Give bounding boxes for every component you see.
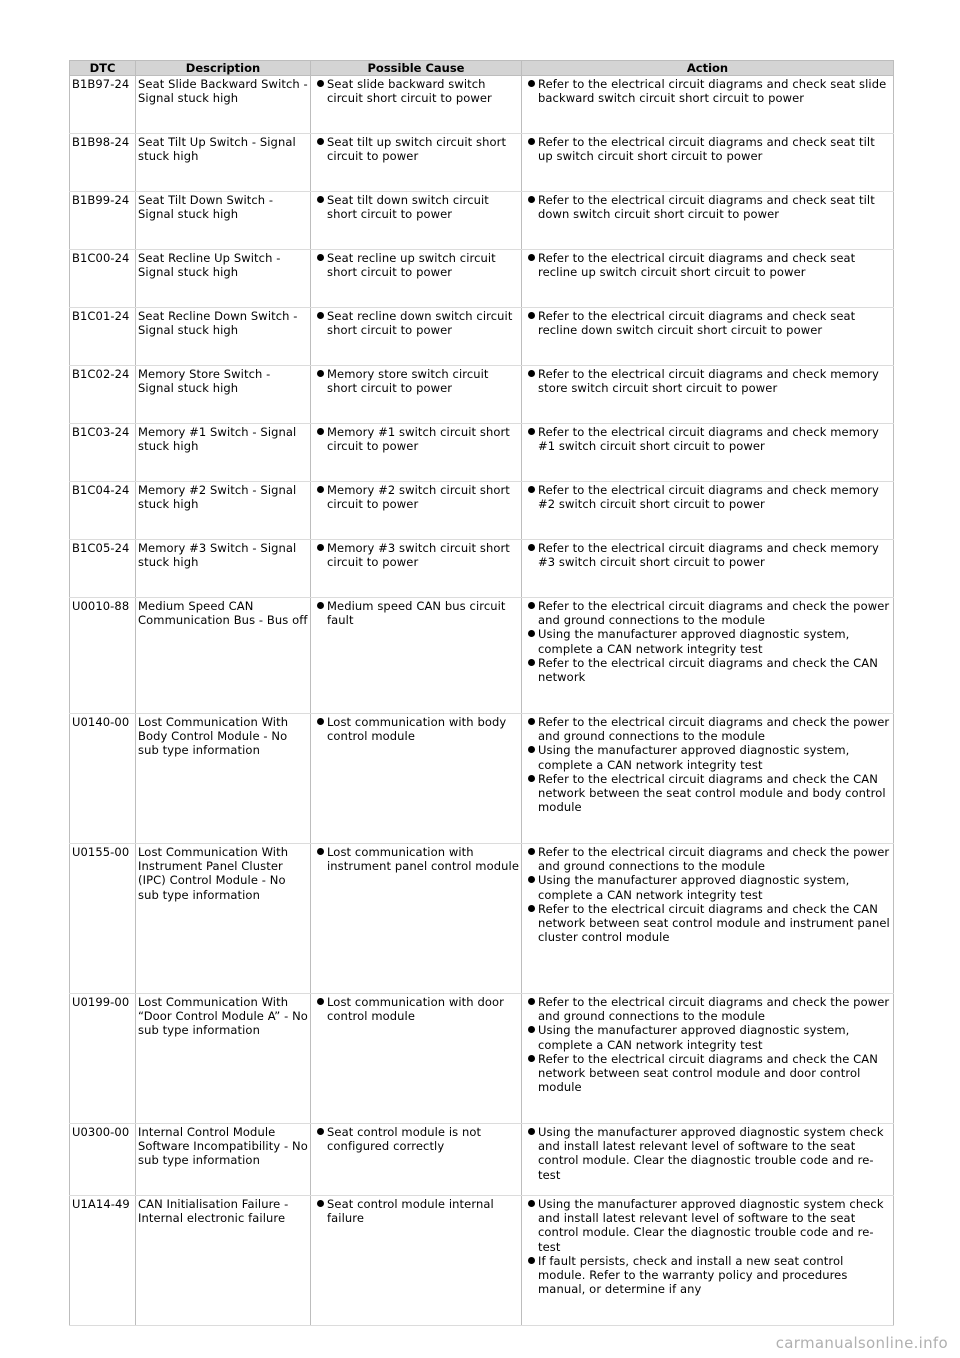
dtc-code: B1C03-24	[70, 424, 136, 482]
action-list	[524, 715, 891, 814]
dtc-description: Seat Tilt Up Switch - Signal stuck high	[136, 134, 311, 192]
table-row	[70, 540, 894, 598]
dtc-code: U0140-00	[70, 714, 136, 844]
possible-cause-item: Memory store switch circuit short circuit to power	[327, 367, 519, 395]
possible-cause-cell	[311, 482, 522, 540]
action-cell	[522, 308, 894, 366]
table-row	[70, 1196, 894, 1326]
possible-cause-list	[313, 1197, 519, 1225]
table-row	[70, 844, 894, 994]
header-possible-cause: Possible Cause	[311, 61, 522, 76]
dtc-code: B1C00-24	[70, 250, 136, 308]
action-cell	[522, 250, 894, 308]
table-row	[70, 714, 894, 844]
dtc-description: Seat Recline Up Switch - Signal stuck high	[136, 250, 311, 308]
possible-cause-list	[313, 599, 519, 627]
possible-cause-item: Seat control module is not configured correctly	[327, 1125, 519, 1153]
table-row	[70, 482, 894, 540]
action-cell	[522, 844, 894, 994]
action-list	[524, 845, 891, 944]
action-cell	[522, 134, 894, 192]
action-cell	[522, 714, 894, 844]
possible-cause-cell	[311, 250, 522, 308]
action-item: Refer to the electrical circuit diagrams and check the power and ground connections to the module	[538, 995, 890, 1024]
possible-cause-item: Medium speed CAN bus circuit fault	[327, 599, 519, 627]
action-item: Using the manufacturer approved diagnostic system check and install latest relevant level of software to the seat control module. Clear the diagnostic trouble code and re-test	[538, 1125, 891, 1182]
possible-cause-cell	[311, 598, 522, 714]
possible-cause-item: Memory #3 switch circuit short circuit to power	[327, 541, 519, 569]
possible-cause-cell	[311, 1124, 522, 1196]
possible-cause-list	[313, 995, 519, 1023]
action-list	[524, 425, 891, 453]
table-row	[70, 994, 894, 1124]
dtc-code: U1A14-49	[70, 1196, 136, 1326]
dtc-code: B1C04-24	[70, 482, 136, 540]
possible-cause-list	[313, 193, 519, 221]
table-row	[70, 250, 894, 308]
action-item: Refer to the electrical circuit diagrams and check memory #3 switch circuit short circuit to power	[538, 541, 891, 569]
table-row	[70, 598, 894, 714]
action-item: Using the manufacturer approved diagnostic system, complete a CAN network integrity test	[538, 743, 891, 771]
possible-cause-list	[313, 251, 519, 279]
possible-cause-list	[313, 845, 519, 873]
possible-cause-item: Seat recline down switch circuit short circuit to power	[327, 309, 519, 337]
dtc-description: Lost Communication With Body Control Module - No sub type information	[136, 714, 311, 844]
dtc-description: Memory #3 Switch - Signal stuck high	[136, 540, 311, 598]
table-header-row	[70, 61, 894, 76]
possible-cause-cell	[311, 192, 522, 250]
action-item: Refer to the electrical circuit diagrams and check memory #1 switch circuit short circuit to power	[538, 425, 891, 453]
action-item: Refer to the electrical circuit diagrams and check the CAN network between seat control module and instrument panel cluster control module	[538, 901, 890, 945]
action-item: Refer to the electrical circuit diagrams and check memory #2 switch circuit short circuit to power	[538, 483, 891, 511]
possible-cause-cell	[311, 1196, 522, 1326]
action-item: Refer to the electrical circuit diagrams and check memory store switch circuit short circuit to power	[538, 367, 891, 395]
action-item: If fault persists, check and install a new seat control module. Refer to the warranty policy and procedures manual, or determine if any	[538, 1254, 891, 1297]
action-item: Refer to the electrical circuit diagrams and check the CAN network between the seat control module and body control module	[538, 772, 891, 815]
possible-cause-list	[313, 1125, 519, 1153]
possible-cause-item: Seat tilt up switch circuit short circuit to power	[327, 135, 519, 163]
possible-cause-item: Lost communication with instrument panel control module	[327, 845, 520, 874]
possible-cause-list	[313, 77, 519, 105]
action-list	[524, 135, 891, 163]
possible-cause-item: Lost communication with body control module	[327, 715, 519, 743]
action-item: Refer to the electrical circuit diagrams and check the CAN network	[538, 656, 891, 684]
table-row	[70, 134, 894, 192]
table-row	[70, 308, 894, 366]
possible-cause-list	[313, 425, 519, 453]
action-item: Refer to the electrical circuit diagrams and check seat recline up switch circuit short circuit to power	[538, 251, 891, 279]
possible-cause-cell	[311, 994, 522, 1124]
dtc-description: Memory Store Switch - Signal stuck high	[136, 366, 311, 424]
table-row	[70, 366, 894, 424]
action-list	[524, 77, 891, 105]
possible-cause-cell	[311, 540, 522, 598]
possible-cause-list	[313, 715, 519, 743]
table-row	[70, 192, 894, 250]
dtc-description: Seat Recline Down Switch - Signal stuck high	[136, 308, 311, 366]
possible-cause-list	[313, 309, 519, 337]
table-row	[70, 1124, 894, 1196]
table-row	[70, 424, 894, 482]
possible-cause-list	[313, 367, 519, 395]
dtc-description: Medium Speed CAN Communication Bus - Bus off	[136, 598, 311, 714]
dtc-code: U0199-00	[70, 994, 136, 1124]
action-list	[524, 1125, 891, 1182]
possible-cause-item: Memory #2 switch circuit short circuit to power	[327, 483, 519, 511]
action-list	[524, 193, 891, 221]
action-item: Refer to the electrical circuit diagrams and check seat recline down switch circuit short circuit to power	[538, 309, 891, 337]
dtc-code: B1C02-24	[70, 366, 136, 424]
action-cell	[522, 424, 894, 482]
action-cell	[522, 76, 894, 134]
action-cell	[522, 1196, 894, 1326]
action-list	[524, 483, 891, 511]
action-item: Refer to the electrical circuit diagrams and check seat tilt down switch circuit short circuit to power	[538, 193, 891, 221]
dtc-description: Memory #2 Switch - Signal stuck high	[136, 482, 311, 540]
possible-cause-item: Seat slide backward switch circuit short circuit to power	[327, 77, 519, 105]
possible-cause-cell	[311, 308, 522, 366]
dtc-code: B1B98-24	[70, 134, 136, 192]
dtc-code: U0300-00	[70, 1124, 136, 1196]
possible-cause-cell	[311, 424, 522, 482]
action-list	[524, 309, 891, 337]
possible-cause-cell	[311, 714, 522, 844]
possible-cause-item: Seat recline up switch circuit short circuit to power	[327, 251, 519, 279]
action-cell	[522, 192, 894, 250]
possible-cause-list	[313, 483, 519, 511]
dtc-code: B1C01-24	[70, 308, 136, 366]
possible-cause-list	[313, 135, 519, 163]
dtc-table	[69, 60, 894, 1326]
action-item: Using the manufacturer approved diagnostic system, complete a CAN network integrity test	[538, 627, 891, 655]
possible-cause-cell	[311, 366, 522, 424]
dtc-description: Memory #1 Switch - Signal stuck high	[136, 424, 311, 482]
possible-cause-item: Seat control module internal failure	[327, 1197, 519, 1225]
action-list	[524, 1197, 891, 1296]
possible-cause-list	[313, 541, 519, 569]
header-dtc: DTC	[70, 61, 136, 76]
action-item: Using the manufacturer approved diagnostic system, complete a CAN network integrity test	[538, 873, 891, 901]
possible-cause-item: Lost communication with door control module	[327, 995, 519, 1023]
possible-cause-item: Memory #1 switch circuit short circuit to power	[327, 425, 519, 453]
action-cell	[522, 540, 894, 598]
action-item: Using the manufacturer approved diagnostic system, complete a CAN network integrity test	[538, 1023, 891, 1051]
possible-cause-cell	[311, 76, 522, 134]
action-item: Refer to the electrical circuit diagrams and check seat slide backward switch circuit short circuit to power	[538, 77, 891, 105]
action-item: Refer to the electrical circuit diagrams and check the CAN network between seat control module and door control module	[538, 1052, 891, 1095]
dtc-code: B1B97-24	[70, 76, 136, 134]
action-cell	[522, 994, 894, 1124]
action-item: Refer to the electrical circuit diagrams and check the power and ground connections to the module	[538, 715, 890, 744]
dtc-description: Seat Slide Backward Switch - Signal stuck high	[136, 76, 311, 134]
action-item: Refer to the electrical circuit diagrams and check seat tilt up switch circuit short circuit to power	[538, 135, 891, 163]
dtc-code: U0155-00	[70, 844, 136, 994]
action-item: Using the manufacturer approved diagnostic system check and install latest relevant level of software to the seat control module. Clear the diagnostic trouble code and re-test	[538, 1197, 891, 1254]
action-list	[524, 995, 891, 1094]
dtc-description: CAN Initialisation Failure - Internal electronic failure	[136, 1196, 311, 1326]
possible-cause-cell	[311, 134, 522, 192]
action-item: Refer to the electrical circuit diagrams and check the power and ground connections to the module	[538, 599, 890, 628]
dtc-code: B1C05-24	[70, 540, 136, 598]
watermark: carmanualsonline.info	[775, 1333, 948, 1352]
dtc-code: U0010-88	[70, 598, 136, 714]
dtc-description: Lost Communication With “Door Control Module A” - No sub type information	[136, 994, 311, 1124]
header-description: Description	[136, 61, 311, 76]
action-list	[524, 541, 891, 569]
dtc-description: Lost Communication With Instrument Panel Cluster (IPC) Control Module - No sub type information	[136, 844, 311, 994]
action-cell	[522, 366, 894, 424]
action-item: Refer to the electrical circuit diagrams and check the power and ground connections to the module	[538, 845, 890, 874]
table-row	[70, 76, 894, 134]
action-list	[524, 599, 891, 684]
dtc-description: Seat Tilt Down Switch - Signal stuck high	[136, 192, 311, 250]
action-cell	[522, 598, 894, 714]
action-list	[524, 367, 891, 395]
dtc-code: B1B99-24	[70, 192, 136, 250]
possible-cause-cell	[311, 844, 522, 994]
action-cell	[522, 482, 894, 540]
action-cell	[522, 1124, 894, 1196]
possible-cause-item: Seat tilt down switch circuit short circuit to power	[327, 193, 519, 221]
dtc-description: Internal Control Module Software Incompatibility - No sub type information	[136, 1124, 311, 1196]
action-list	[524, 251, 891, 279]
header-action: Action	[522, 61, 894, 76]
